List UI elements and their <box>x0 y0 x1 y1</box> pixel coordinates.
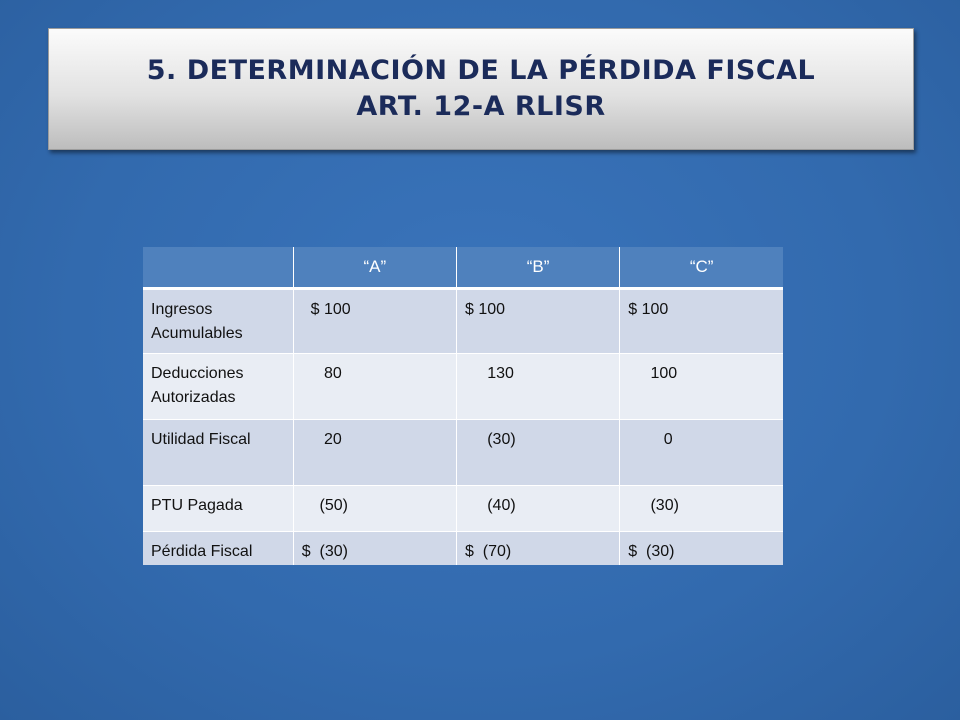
cell-a: 20 <box>293 420 456 486</box>
cell-c: $ 100 <box>620 289 783 354</box>
header-cell-c: “C” <box>620 247 783 289</box>
cell-b: $ (70) <box>456 532 619 565</box>
header-cell-empty <box>143 247 293 289</box>
row-label: Ingresos Acumulables <box>143 289 293 354</box>
table-row <box>143 532 783 565</box>
cell-b: (30) <box>456 420 619 486</box>
fiscal-loss-table <box>143 247 783 565</box>
row-label: Utilidad Fiscal <box>143 420 293 486</box>
cell-c: 100 <box>620 354 783 420</box>
table-header-row <box>143 247 783 289</box>
cell-a: (50) <box>293 486 456 532</box>
table-row <box>143 289 783 354</box>
cell-c: $ (30) <box>620 532 783 565</box>
cell-c: (30) <box>620 486 783 532</box>
cell-b: (40) <box>456 486 619 532</box>
header-cell-a: “A” <box>293 247 456 289</box>
row-label: Pérdida Fiscal <box>143 532 293 565</box>
title-line-2: ART. 12-A RLISR <box>356 91 606 122</box>
title-line-1: 5. DETERMINACIÓN DE LA PÉRDIDA FISCAL <box>146 55 816 86</box>
cell-b: 130 <box>456 354 619 420</box>
row-label: PTU Pagada <box>143 486 293 532</box>
cell-b: $ 100 <box>456 289 619 354</box>
cell-a: $ (30) <box>293 532 456 565</box>
cell-a: $ 100 <box>293 289 456 354</box>
cell-c: 0 <box>620 420 783 486</box>
header-cell-b: “B” <box>456 247 619 289</box>
table-row <box>143 420 783 486</box>
table-row <box>143 354 783 420</box>
row-label: Deducciones Autorizadas <box>143 354 293 420</box>
table-row <box>143 486 783 532</box>
title-box <box>48 28 914 150</box>
cell-a: 80 <box>293 354 456 420</box>
